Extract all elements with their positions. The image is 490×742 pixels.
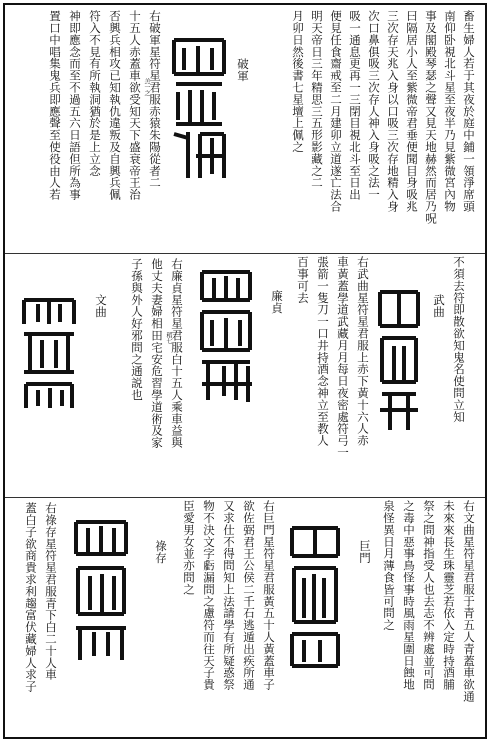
jumen-text-col-5: 臣愛男女並亦問之 (182, 500, 196, 596)
pojun-text-col-2: 十五人赤蓋車欲受知天下盛衰帝王治 (128, 10, 142, 201)
lianzhen-text-col-3: 子孫與外人好邪問之通説也 (130, 258, 144, 401)
panel-divider-1 (5, 253, 485, 254)
top-text-col-2: 南仰卧視北斗星至夜半乃見紫微宮內物 (443, 10, 457, 213)
jumen-text-col-1: 右巨門星符星君服黃五十人黃蓋車子 (262, 500, 276, 691)
top-text-col-10: 月卯日然後書七星壇上佩之 (291, 10, 305, 153)
talisman-label-lianzhen: 廉貞 (270, 290, 284, 314)
wuqu-text-col-1: 右武曲星符星君服上赤下黃十六人赤 (356, 256, 370, 447)
talisman-label-lucun: 祿存 (154, 540, 168, 564)
top-text-col-1: 畜生婦人若于其夜於庭中鋪一領淨席頭 (462, 10, 476, 213)
jumen-text-col-4: 物不決文字虧漏問之慮符而往天子貴 (202, 500, 216, 691)
talisman-label-wuqu: 武曲 (432, 294, 446, 318)
lianzhen-text-col-1: 右廉貞星符星君服白十五人乘車益與 (170, 258, 184, 449)
wenqu-text-col-2: 未來來長生珠靈芝若依入定時持酒脯 (442, 500, 456, 691)
top-text-col-5: 三次存天兆入身以口吸三次存地精入身 (386, 10, 400, 213)
top-text-col-4: 曰隔居小人至紫微帝君垂便聞目身吸兆 (405, 10, 419, 213)
lucun-text-col-2: 蓋白子欲商貴求利趨富伏藏婦人求子 (24, 502, 38, 693)
top-text-col-8: 便見任食齋戒至二月建卯立道遂亡法合 (329, 10, 343, 213)
talisman-jumen-icon (286, 522, 344, 672)
top-text-col-9: 明天帝日三年精思三五形影藏之二 (310, 10, 324, 189)
wenqu-text-col-3: 祭之問神指受人也去志不辨處並可問 (422, 500, 436, 691)
talisman-wenqu-icon (18, 294, 80, 414)
talisman-wuqu-icon (374, 286, 424, 436)
wenqu-text-col-1: 右文曲星符星君服于青五人青蓋車欲通 (462, 500, 476, 703)
top-text-col-3: 事及閣殿琴瑟之聲又見天地赫然而居乃呪 (424, 10, 438, 225)
wuqu-text-col-4: 百事可去 (296, 256, 310, 304)
talisman-lucun-icon (70, 514, 132, 664)
middle-text-col-1: 不須去符即散欲知鬼名使問立知 (452, 256, 466, 423)
pojun-text-col-4: 符入不見有所執洞猶於是上立念 (88, 10, 102, 177)
talisman-label-wenqu: 文曲 (94, 294, 108, 318)
pojun-small-note: 羔一之 (143, 78, 150, 96)
wuqu-text-col-3: 張箭一隻刀一口井持酒念神立至教人 (316, 256, 330, 447)
talisman-lianzhen-icon (196, 266, 256, 406)
pojun-text-col-5: 神即應念而至不過五六日語但所為事 (68, 10, 82, 201)
top-text-col-6: 次口鼻俱吸三次存人神入身吸之法一 (367, 10, 381, 201)
wuqu-text-col-2: 車黃蓋學道武藏月月每日夜密處符弓一 (336, 256, 350, 459)
wenqu-text-col-5: 泉怪異日月薄食皆可問之 (382, 500, 396, 631)
lucun-text-col-1: 右祿存星符星君服青下白二十人車 (44, 502, 58, 681)
pojun-text-col-3: 否興兵相攻已知執仇違叛及自興兵佩 (108, 10, 122, 201)
wenqu-text-col-4: 之毒中惡事鳥怪事時風雨星圍日蝕地 (402, 500, 416, 691)
talisman-pojun-icon (168, 34, 230, 184)
jumen-text-col-3: 又求仕不得問知上法請學有所疑惑祭 (222, 500, 236, 691)
talisman-label-pojun: 破軍 (236, 58, 250, 82)
top-text-col-7: 吸一通息更再一三閉目視北斗至日出 (348, 10, 362, 201)
jumen-text-col-2: 欲佐弼君王公侯二千石逃遁出疾所通 (242, 500, 256, 691)
pojun-text-col-6: 置口中唱集鬼兵即應聲至使役由人若 (48, 10, 62, 201)
panel-divider-2 (5, 497, 485, 498)
lianzhen-small-note: 稻七 (165, 332, 172, 344)
lianzhen-text-col-2: 他丈夫妻婦相田宅安危習學道術及家 (150, 258, 164, 449)
pojun-text-col-1: 右破軍星符星君服赤猿朱陽從者二 (148, 10, 162, 189)
talisman-label-jumen: 巨門 (358, 540, 372, 564)
